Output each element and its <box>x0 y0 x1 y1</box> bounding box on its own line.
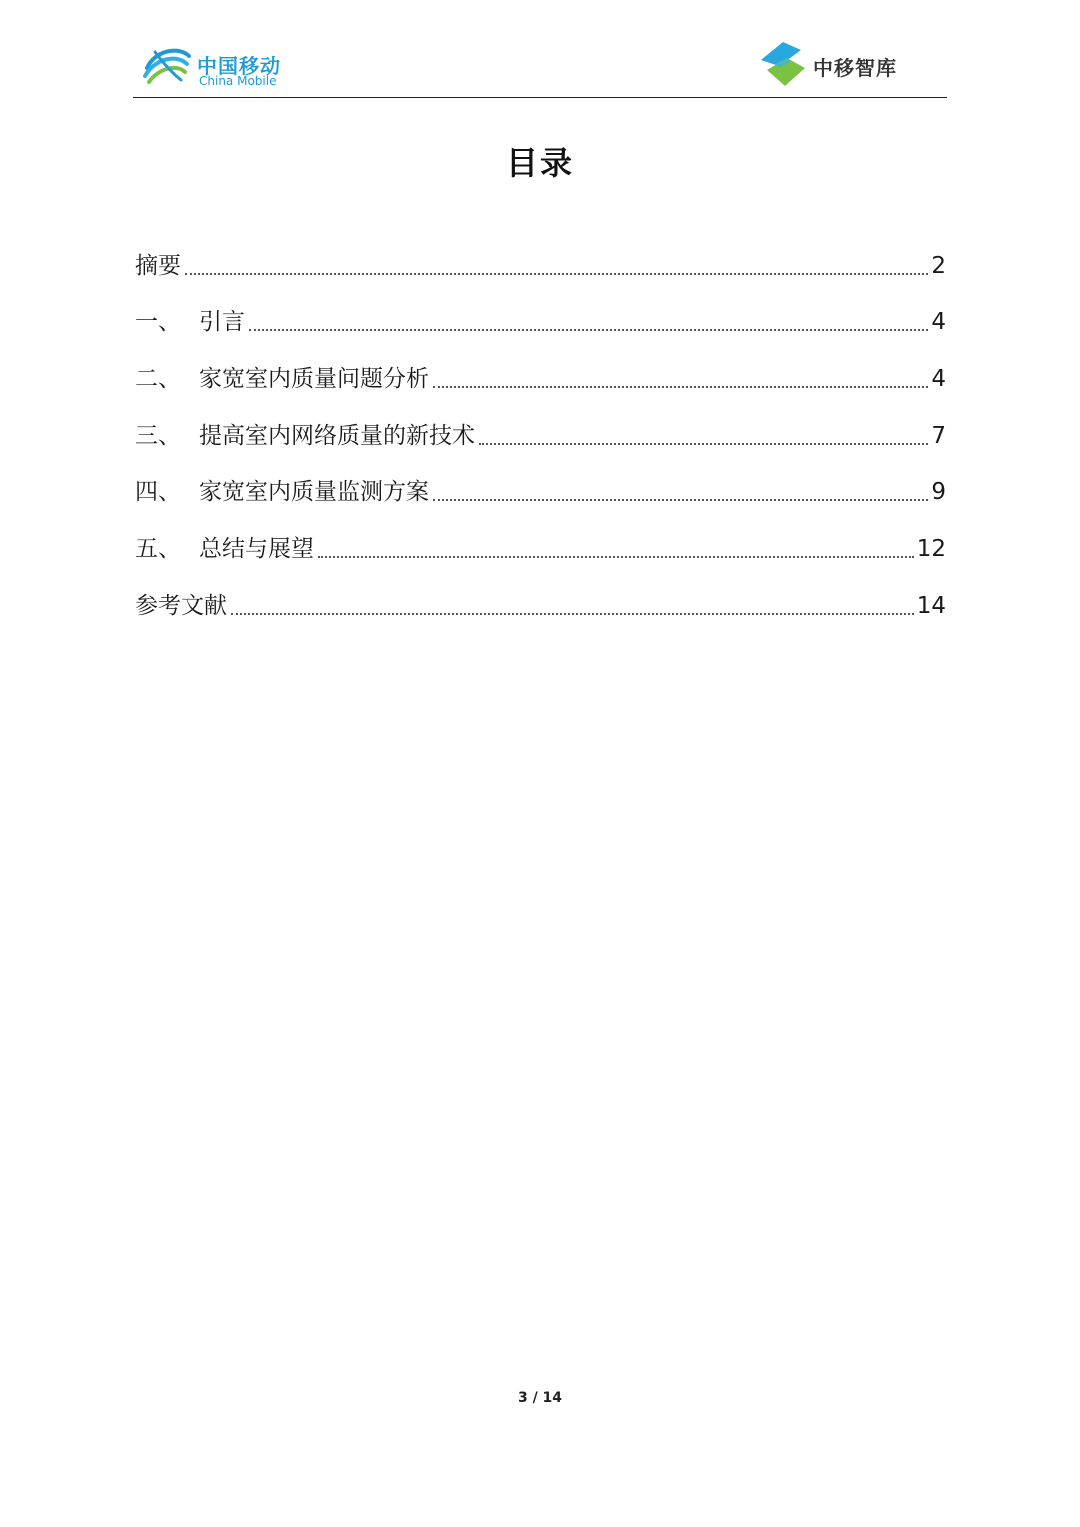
toc-entry-abstract[interactable] <box>135 225 946 282</box>
zhongyi-think-tank-logo-icon <box>757 36 809 92</box>
toc-entry-number: 四、 <box>135 479 181 506</box>
table-of-contents <box>135 225 946 622</box>
toc-entry-page: 4 <box>931 366 946 393</box>
toc-dot-leader <box>318 556 914 558</box>
toc-entry-label: 总结与展望 <box>199 536 314 563</box>
toc-entry-introduction[interactable] <box>135 282 946 339</box>
toc-entry-label: 家宽室内质量问题分析 <box>199 366 429 393</box>
china-mobile-logo-icon <box>141 38 193 88</box>
toc-entry-label: 提高室内网络质量的新技术 <box>199 422 475 449</box>
toc-entry-page: 14 <box>916 592 946 619</box>
toc-entry-summary-outlook[interactable] <box>135 508 946 565</box>
toc-entry-label: 家宽室内质量监测方案 <box>199 479 429 506</box>
header-divider <box>133 97 947 98</box>
toc-entry-label: 摘要 <box>135 252 181 279</box>
china-mobile-name-en: China Mobile <box>199 74 277 88</box>
toc-entry-page: 7 <box>931 422 946 449</box>
zhongyi-think-tank-logo <box>757 36 927 92</box>
toc-entry-quality-analysis[interactable] <box>135 338 946 395</box>
toc-entry-number: 一、 <box>135 309 181 336</box>
toc-entry-number: 二、 <box>135 366 181 393</box>
toc-entry-new-technologies[interactable] <box>135 395 946 452</box>
toc-title: 目录 <box>505 144 574 182</box>
page-header <box>133 30 947 98</box>
china-mobile-logo <box>141 38 301 88</box>
toc-entry-page: 9 <box>931 479 946 506</box>
toc-dot-leader <box>433 386 928 388</box>
toc-entry-number: 五、 <box>135 536 181 563</box>
toc-entry-monitoring-plan[interactable] <box>135 452 946 509</box>
toc-entry-label: 引言 <box>199 309 245 336</box>
toc-entry-page: 2 <box>931 252 946 279</box>
toc-entry-references[interactable] <box>135 565 946 622</box>
china-mobile-name-cn: 中国移动 <box>197 54 281 78</box>
toc-entry-number: 三、 <box>135 422 181 449</box>
toc-dot-leader <box>433 499 928 501</box>
page-number: 3 / 14 <box>517 1390 563 1406</box>
toc-dot-leader <box>231 613 914 615</box>
toc-dot-leader <box>479 443 928 445</box>
toc-entry-label: 参考文献 <box>135 592 227 619</box>
zhongyi-think-tank-name: 中移智库 <box>813 56 897 80</box>
toc-entry-page: 4 <box>931 309 946 336</box>
toc-dot-leader <box>249 329 928 331</box>
toc-dot-leader <box>185 273 928 275</box>
toc-entry-page: 12 <box>916 536 946 563</box>
